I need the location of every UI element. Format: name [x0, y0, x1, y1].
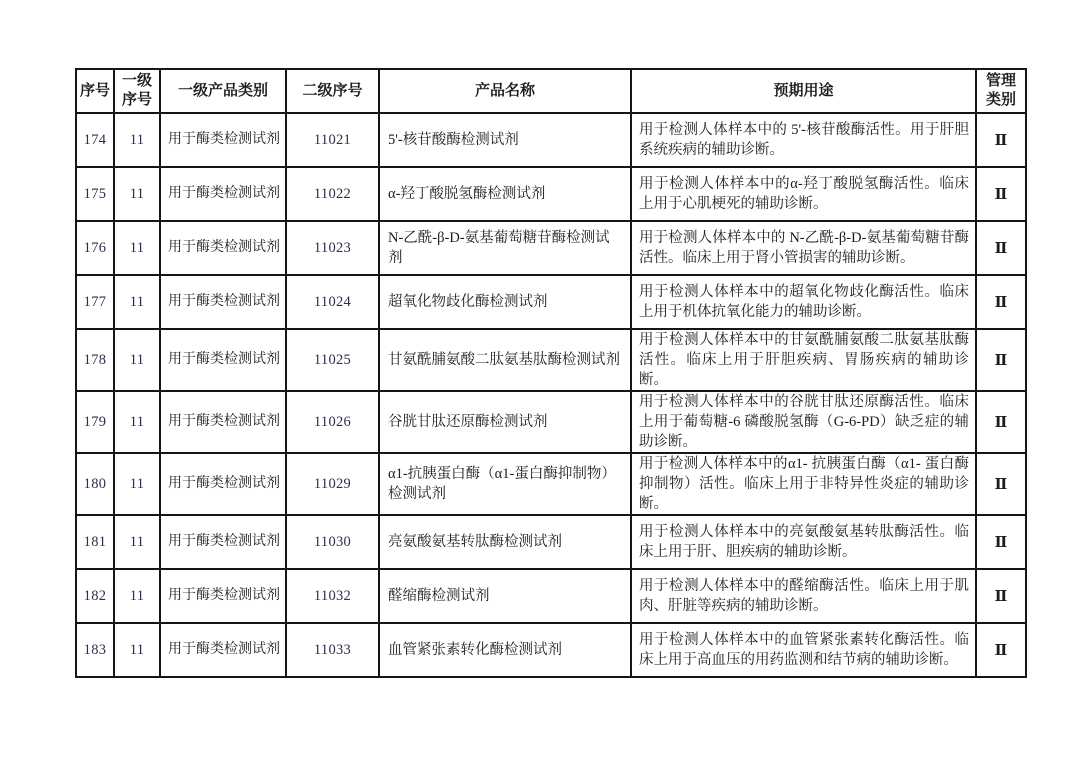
cell-level2-serial: 11026: [286, 391, 379, 453]
header-serial-no: 序号: [76, 69, 114, 113]
cell-intended-use: 用于检测人体样本中的甘氨酰脯氨酸二肽氨基肽酶活性。临床上用于肝胆疾病、胃肠疾病的辅助诊断。: [631, 329, 976, 391]
cell-level1-category: 用于酶类检测试剂: [160, 329, 286, 391]
cell-level1-serial: 11: [114, 329, 160, 391]
table-row: [76, 391, 1026, 453]
table-row: [76, 221, 1026, 275]
cell-level1-category: 用于酶类检测试剂: [160, 275, 286, 329]
cell-level1-category: 用于酶类检测试剂: [160, 391, 286, 453]
cell-mgmt-class: Ⅱ: [976, 113, 1026, 167]
cell-level2-serial: 11033: [286, 623, 379, 677]
header-product-name: 产品名称: [379, 69, 631, 113]
cell-level2-serial: 11025: [286, 329, 379, 391]
cell-level1-category: 用于酶类检测试剂: [160, 623, 286, 677]
cell-intended-use: 用于检测人体样本中的血管紧张素转化酶活性。临床上用于高血压的用药监测和结节病的辅助诊断。: [631, 623, 976, 677]
cell-level2-serial: 11030: [286, 515, 379, 569]
table-body: [76, 113, 1026, 677]
table-row: [76, 167, 1026, 221]
header-intended-use: 预期用途: [631, 69, 976, 113]
cell-serial-no: 179: [76, 391, 114, 453]
cell-level1-category: 用于酶类检测试剂: [160, 453, 286, 515]
cell-level1-serial: 11: [114, 221, 160, 275]
cell-mgmt-class: Ⅱ: [976, 221, 1026, 275]
cell-mgmt-class: Ⅱ: [976, 453, 1026, 515]
header-level1-category: 一级产品类别: [160, 69, 286, 113]
cell-serial-no: 176: [76, 221, 114, 275]
cell-intended-use: 用于检测人体样本中的α-羟丁酸脱氢酶活性。临床上用于心肌梗死的辅助诊断。: [631, 167, 976, 221]
cell-level1-category: 用于酶类检测试剂: [160, 221, 286, 275]
cell-level1-serial: 11: [114, 569, 160, 623]
cell-serial-no: 181: [76, 515, 114, 569]
table-row: [76, 113, 1026, 167]
cell-mgmt-class: Ⅱ: [976, 391, 1026, 453]
cell-serial-no: 180: [76, 453, 114, 515]
table-row: [76, 275, 1026, 329]
cell-product-name: 甘氨酰脯氨酸二肽氨基肽酶检测试剂: [379, 329, 631, 391]
cell-product-name: 醛缩酶检测试剂: [379, 569, 631, 623]
cell-product-name: N-乙酰-β-D-氨基葡萄糖苷酶检测试剂: [379, 221, 631, 275]
cell-mgmt-class: Ⅱ: [976, 515, 1026, 569]
product-classification-table: [75, 68, 1027, 678]
cell-serial-no: 175: [76, 167, 114, 221]
table-row: [76, 623, 1026, 677]
cell-mgmt-class: Ⅱ: [976, 569, 1026, 623]
cell-product-name: 超氧化物歧化酶检测试剂: [379, 275, 631, 329]
cell-serial-no: 177: [76, 275, 114, 329]
cell-level2-serial: 11032: [286, 569, 379, 623]
cell-product-name: α-羟丁酸脱氢酶检测试剂: [379, 167, 631, 221]
cell-product-name: 谷胱甘肽还原酶检测试剂: [379, 391, 631, 453]
cell-intended-use: 用于检测人体样本中的α1- 抗胰蛋白酶（α1- 蛋白酶抑制物）活性。临床上用于非特异性炎症的辅助诊断。: [631, 453, 976, 515]
cell-level1-serial: 11: [114, 275, 160, 329]
cell-intended-use: 用于检测人体样本中的醛缩酶活性。临床上用于肌肉、肝脏等疾病的辅助诊断。: [631, 569, 976, 623]
cell-product-name: α1-抗胰蛋白酶（α1-蛋白酶抑制物）检测试剂: [379, 453, 631, 515]
header-mgmt-class: 管理类别: [976, 69, 1026, 113]
cell-mgmt-class: Ⅱ: [976, 623, 1026, 677]
cell-level2-serial: 11029: [286, 453, 379, 515]
cell-intended-use: 用于检测人体样本中的 5'-核苷酸酶活性。用于肝胆系统疾病的辅助诊断。: [631, 113, 976, 167]
table-row: [76, 515, 1026, 569]
cell-level1-serial: 11: [114, 623, 160, 677]
cell-product-name: 5'-核苷酸酶检测试剂: [379, 113, 631, 167]
cell-intended-use: 用于检测人体样本中的超氧化物歧化酶活性。临床上用于机体抗氧化能力的辅助诊断。: [631, 275, 976, 329]
cell-level1-category: 用于酶类检测试剂: [160, 167, 286, 221]
cell-level1-category: 用于酶类检测试剂: [160, 113, 286, 167]
cell-mgmt-class: Ⅱ: [976, 329, 1026, 391]
cell-mgmt-class: Ⅱ: [976, 275, 1026, 329]
cell-level1-serial: 11: [114, 453, 160, 515]
cell-level1-category: 用于酶类检测试剂: [160, 515, 286, 569]
cell-level1-serial: 11: [114, 167, 160, 221]
table-header: [76, 69, 1026, 113]
cell-level2-serial: 11023: [286, 221, 379, 275]
header-level2-serial: 二级序号: [286, 69, 379, 113]
header-level1-serial: 一级序号: [114, 69, 160, 113]
cell-level2-serial: 11021: [286, 113, 379, 167]
cell-serial-no: 182: [76, 569, 114, 623]
table-row: [76, 453, 1026, 515]
cell-level1-category: 用于酶类检测试剂: [160, 569, 286, 623]
cell-intended-use: 用于检测人体样本中的谷胱甘肽还原酶活性。临床上用于葡萄糖-6 磷酸脱氢酶（G-6-PD）缺乏症的辅助诊断。: [631, 391, 976, 453]
cell-level1-serial: 11: [114, 391, 160, 453]
cell-intended-use: 用于检测人体样本中的 N-乙酰-β-D-氨基葡萄糖苷酶活性。临床上用于肾小管损害的辅助诊断。: [631, 221, 976, 275]
cell-product-name: 亮氨酸氨基转肽酶检测试剂: [379, 515, 631, 569]
cell-level1-serial: 11: [114, 113, 160, 167]
cell-serial-no: 174: [76, 113, 114, 167]
cell-level1-serial: 11: [114, 515, 160, 569]
table-row: [76, 329, 1026, 391]
cell-serial-no: 183: [76, 623, 114, 677]
table-row: [76, 569, 1026, 623]
cell-product-name: 血管紧张素转化酶检测试剂: [379, 623, 631, 677]
cell-mgmt-class: Ⅱ: [976, 167, 1026, 221]
cell-serial-no: 178: [76, 329, 114, 391]
cell-intended-use: 用于检测人体样本中的亮氨酸氨基转肽酶活性。临床上用于肝、胆疾病的辅助诊断。: [631, 515, 976, 569]
table-header-row: [76, 69, 1026, 113]
cell-level2-serial: 11022: [286, 167, 379, 221]
cell-level2-serial: 11024: [286, 275, 379, 329]
